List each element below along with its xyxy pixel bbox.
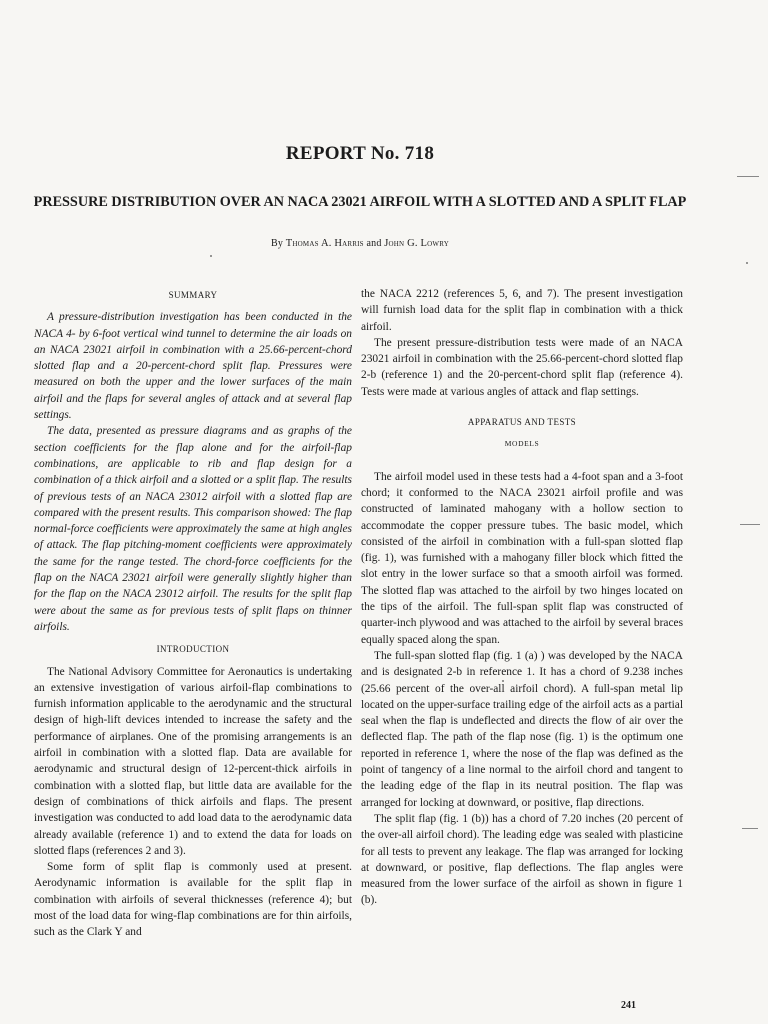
section-heading-apparatus: APPARATUS AND TESTS	[467, 417, 577, 428]
report-number-title: REPORT No. 718	[285, 143, 435, 164]
body-paragraph: The split flap (fig. 1 (b)) has a chord of 7.20 inches (20 percent of the over-all airfoil chord). The leading edge was sealed with plasticine for all tests to prevent any leakage. The flap was arranged for locking at downward, or positive, flap deflections. The flap angles were measured from the lower surface of the airfoil as shown in figure 1 (b).	[361, 812, 683, 907]
body-paragraph: The airfoil model used in these tests had a 4-foot span and a 3-foot chord; it conformed to the NACA 23021 airfoil profile and was constructed of laminated mahogany with a hollow section to accommodate the copper pressure tubes. The basic model, which consisted of the airfoil in combination with a full-span slotted flap (fig. 1), was furnished with a mahogany filler block which fitted the slot entry in the lower surface so that a smooth airfoil was formed. The slotted flap was attached to the airfoil by two hinges located on the tips of the airfoil. The full-span split flap was constructed of quarter-inch plywood and was attached to the airfoil by several braces equally spaced along the span.	[361, 470, 683, 646]
body-paragraph: The full-span slotted flap (fig. 1 (a) ) was developed by the NACA and is designated 2-b in reference 1. It has a chord of 9.238 inches (25.66 percent of the over-all airfoil chord). A full-span metal lip located on the upper-surface trailing edge of the airfoil acts as a partial seal when the flap is undeflected and directs the flow of air over the deflected flap. The path of the flap nose (fig. 1) is the optimum one reported in reference 1, where the nose of the flap was defined as the point of tangency of a line normal to the airfoil chord and tangent to the leading edge of the flap in its neutral position. The flap was arranged for locking at downward, or positive, flap directions.	[361, 649, 683, 809]
section-heading-summary: SUMMARY	[168, 290, 218, 300]
byline-conjunction: and	[366, 238, 382, 249]
page-number: 241	[621, 1000, 636, 1011]
speck	[210, 255, 212, 257]
body-paragraph: The National Advisory Committee for Aeronautics is undertaking an extensive investigation of various airfoil-flap combinations to furnish information applicable to the aerodynamic and the structural design of high-lift devices intended to increase the safety and the performance of airplanes. One of the promising arrangements is an airfoil in combination with a slotted flap. Data are available for aerodynamic and structural design of 12-percent-thick airfoils in combination with a slotted flap, but little data are available for the design of combinations of thick airfoils and flaps. The present investigation was conducted to add load data to the aerodynamic data already available (reference 1) and to extend the data for loads on slotted flaps (references 2 and 3).	[34, 665, 352, 857]
author-name: Thomas A. Harris	[285, 238, 364, 249]
right-column	[361, 286, 683, 909]
paper-title: PRESSURE DISTRIBUTION OVER AN NACA 23021 AIRFOIL WITH A SLOTTED AND A SPLIT FLAP	[33, 194, 687, 210]
margin-mark	[740, 524, 760, 525]
section-heading-introduction: INTRODUCTION	[156, 644, 230, 655]
margin-mark	[742, 828, 758, 829]
summary-paragraph: A pressure-distribution investigation has been conducted in the NACA 4- by 6-foot vertical wind tunnel to determine the air loads on an NACA 23021 airfoil in combination with a 25.66-percent-chord slotted flap and a 20-percent-chord split flap. Pressures were measured on both the upper and the lower surfaces of the main airfoil and the flaps for several angles of attack and at several flap settings.	[34, 311, 352, 422]
byline-prefix: By	[271, 238, 284, 249]
body-paragraph: the NACA 2212 (references 5, 6, and 7). The present investigation will furnish load data for the split flap in combination with a thick airfoil.	[361, 288, 683, 333]
summary-paragraph: The data, presented as pressure diagrams and as graphs of the section coefficients for the flap alone and for the airfoil-flap combinations, are applicable to rib and flap design for a combination of a thick airfoil and a slotted or a split flap. The results of previous tests of an NACA 23012 airfoil with a slotted flap are compared with the present results. This comparison showed: The flap normal-force coefficients were approximately the same at high angles of attack. The flap pitching-moment coefficients were approximately the same for the range tested. The chord-force coefficients for the flap on the NACA 23021 airfoil were generally slightly higher than for the flap on the NACA 23012 airfoil. The results for the split flap were about the same as for previous tests of split flaps on thinner airfoils.	[34, 425, 352, 633]
speck	[746, 262, 748, 264]
left-column	[34, 281, 352, 941]
author-name: John G. Lowry	[384, 238, 449, 249]
subsection-heading-models: MODELS	[504, 439, 540, 449]
speck	[502, 680, 504, 682]
margin-mark	[737, 176, 759, 177]
body-paragraph: The present pressure-distribution tests were made of an NACA 23021 airfoil in combination with the 25.66-percent-chord slotted flap 2-b (reference 1) and the 20-percent-chord split flap (reference 4). Tests were made at various angles of attack and flap settings.	[361, 336, 683, 398]
body-paragraph: Some form of split flap is commonly used at present. Aerodynamic information is available for the split flap in combination with airfoils of several thicknesses (reference 4); but most of the load data for wing-flap combinations are for thin airfoils, such as the Clark Y and	[34, 861, 352, 939]
byline	[0, 238, 720, 249]
